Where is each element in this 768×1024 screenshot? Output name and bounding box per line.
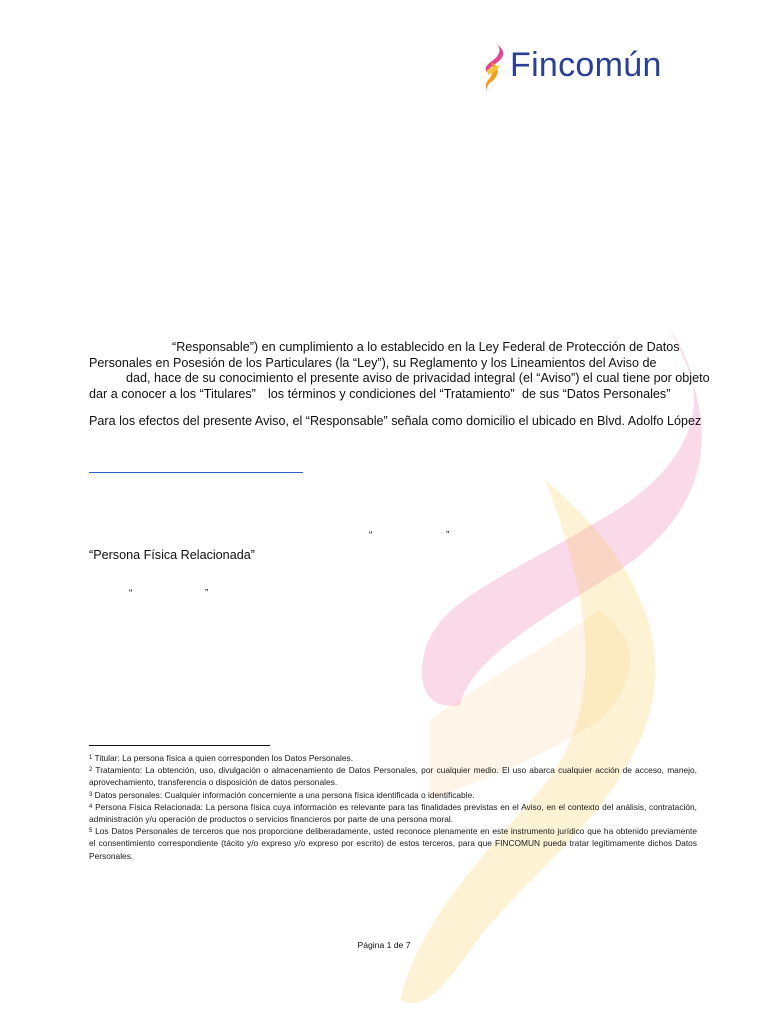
domicile-line: Para los efectos del presente Aviso, el “Responsable” señala como domicilio el ubicado en Blvd. Adolfo López <box>89 414 702 428</box>
footnote-separator <box>89 745 270 746</box>
footnote-5: $^5$ Los Datos Personales de terceros que nos proporcione deliberadamente, usted reconoce plenamente en este instrumento jurídico que ha obtenido previamente el consentimiento correspondiente (tácito y/o expreso y/o expreso por escrito) de estos terceros, para que FINCOMUN pueda tratar legítimamente dichos Datos Personales. <box>89 826 697 861</box>
quote-open-mark: “ <box>369 530 373 541</box>
quote-open-mark-2: “ <box>129 588 133 599</box>
brand-name: Fincomún <box>510 46 662 84</box>
address-link-underline[interactable] <box>89 472 303 473</box>
persona-fisica-label: “Persona Física Relacionada” <box>89 548 255 562</box>
footnote-1: $^1$ Titular: La persona física a quien corresponden los Datos Personales. <box>89 753 354 763</box>
footnote-3: $^3$ Datos personales: Cualquier información concerniente a una persona física identificada o identificable. <box>89 789 475 800</box>
fincomun-flame-icon <box>478 40 510 94</box>
intro-line-4-titulares: dar a conocer a los “Titulares” <box>89 386 256 401</box>
quote-close-mark: ” <box>446 530 450 541</box>
intro-line-3: dad, hace de su conocimiento el presente aviso de privacidad integral (el “Aviso”) el cual tiene por objeto <box>126 371 710 385</box>
footnote-2: $^2$ Tratamiento: La obtención, uso, divulgación o almacenamiento de Datos Personales, por cualquier medio. El uso abarca cualquier acción de acceso, manejo, aprovechamiento, transferencia o disposición de datos personales. <box>89 765 697 788</box>
intro-line-1: “Responsable”) en cumplimiento a lo establecido en la Ley Federal de Protección de Datos <box>172 340 680 354</box>
intro-line-4-datos: de sus “Datos Personales” <box>522 386 671 401</box>
intro-line-2: Personales en Posesión de los Particulares (la “Ley”), su Reglamento y los Lineamientos del Aviso de <box>89 355 657 370</box>
fincomun-logo <box>478 40 693 94</box>
domicile-paragraph <box>89 414 702 430</box>
page-number: Página 1 de 7 <box>357 940 411 950</box>
quote-close-mark-2: ” <box>205 588 209 599</box>
intro-line-4-terminos: los términos y condiciones del “Tratamiento” <box>268 386 515 401</box>
intro-paragraph <box>89 340 710 402</box>
footnotes <box>89 752 697 862</box>
footnote-4: $^4$ Persona Física Relacionada: La persona física cuya información es relevante para las finalidades previstas en el Aviso, en el contexto del análisis, contratación, administración y/u operación de productos o servicios financieros por parte de una persona moral. <box>89 801 698 825</box>
